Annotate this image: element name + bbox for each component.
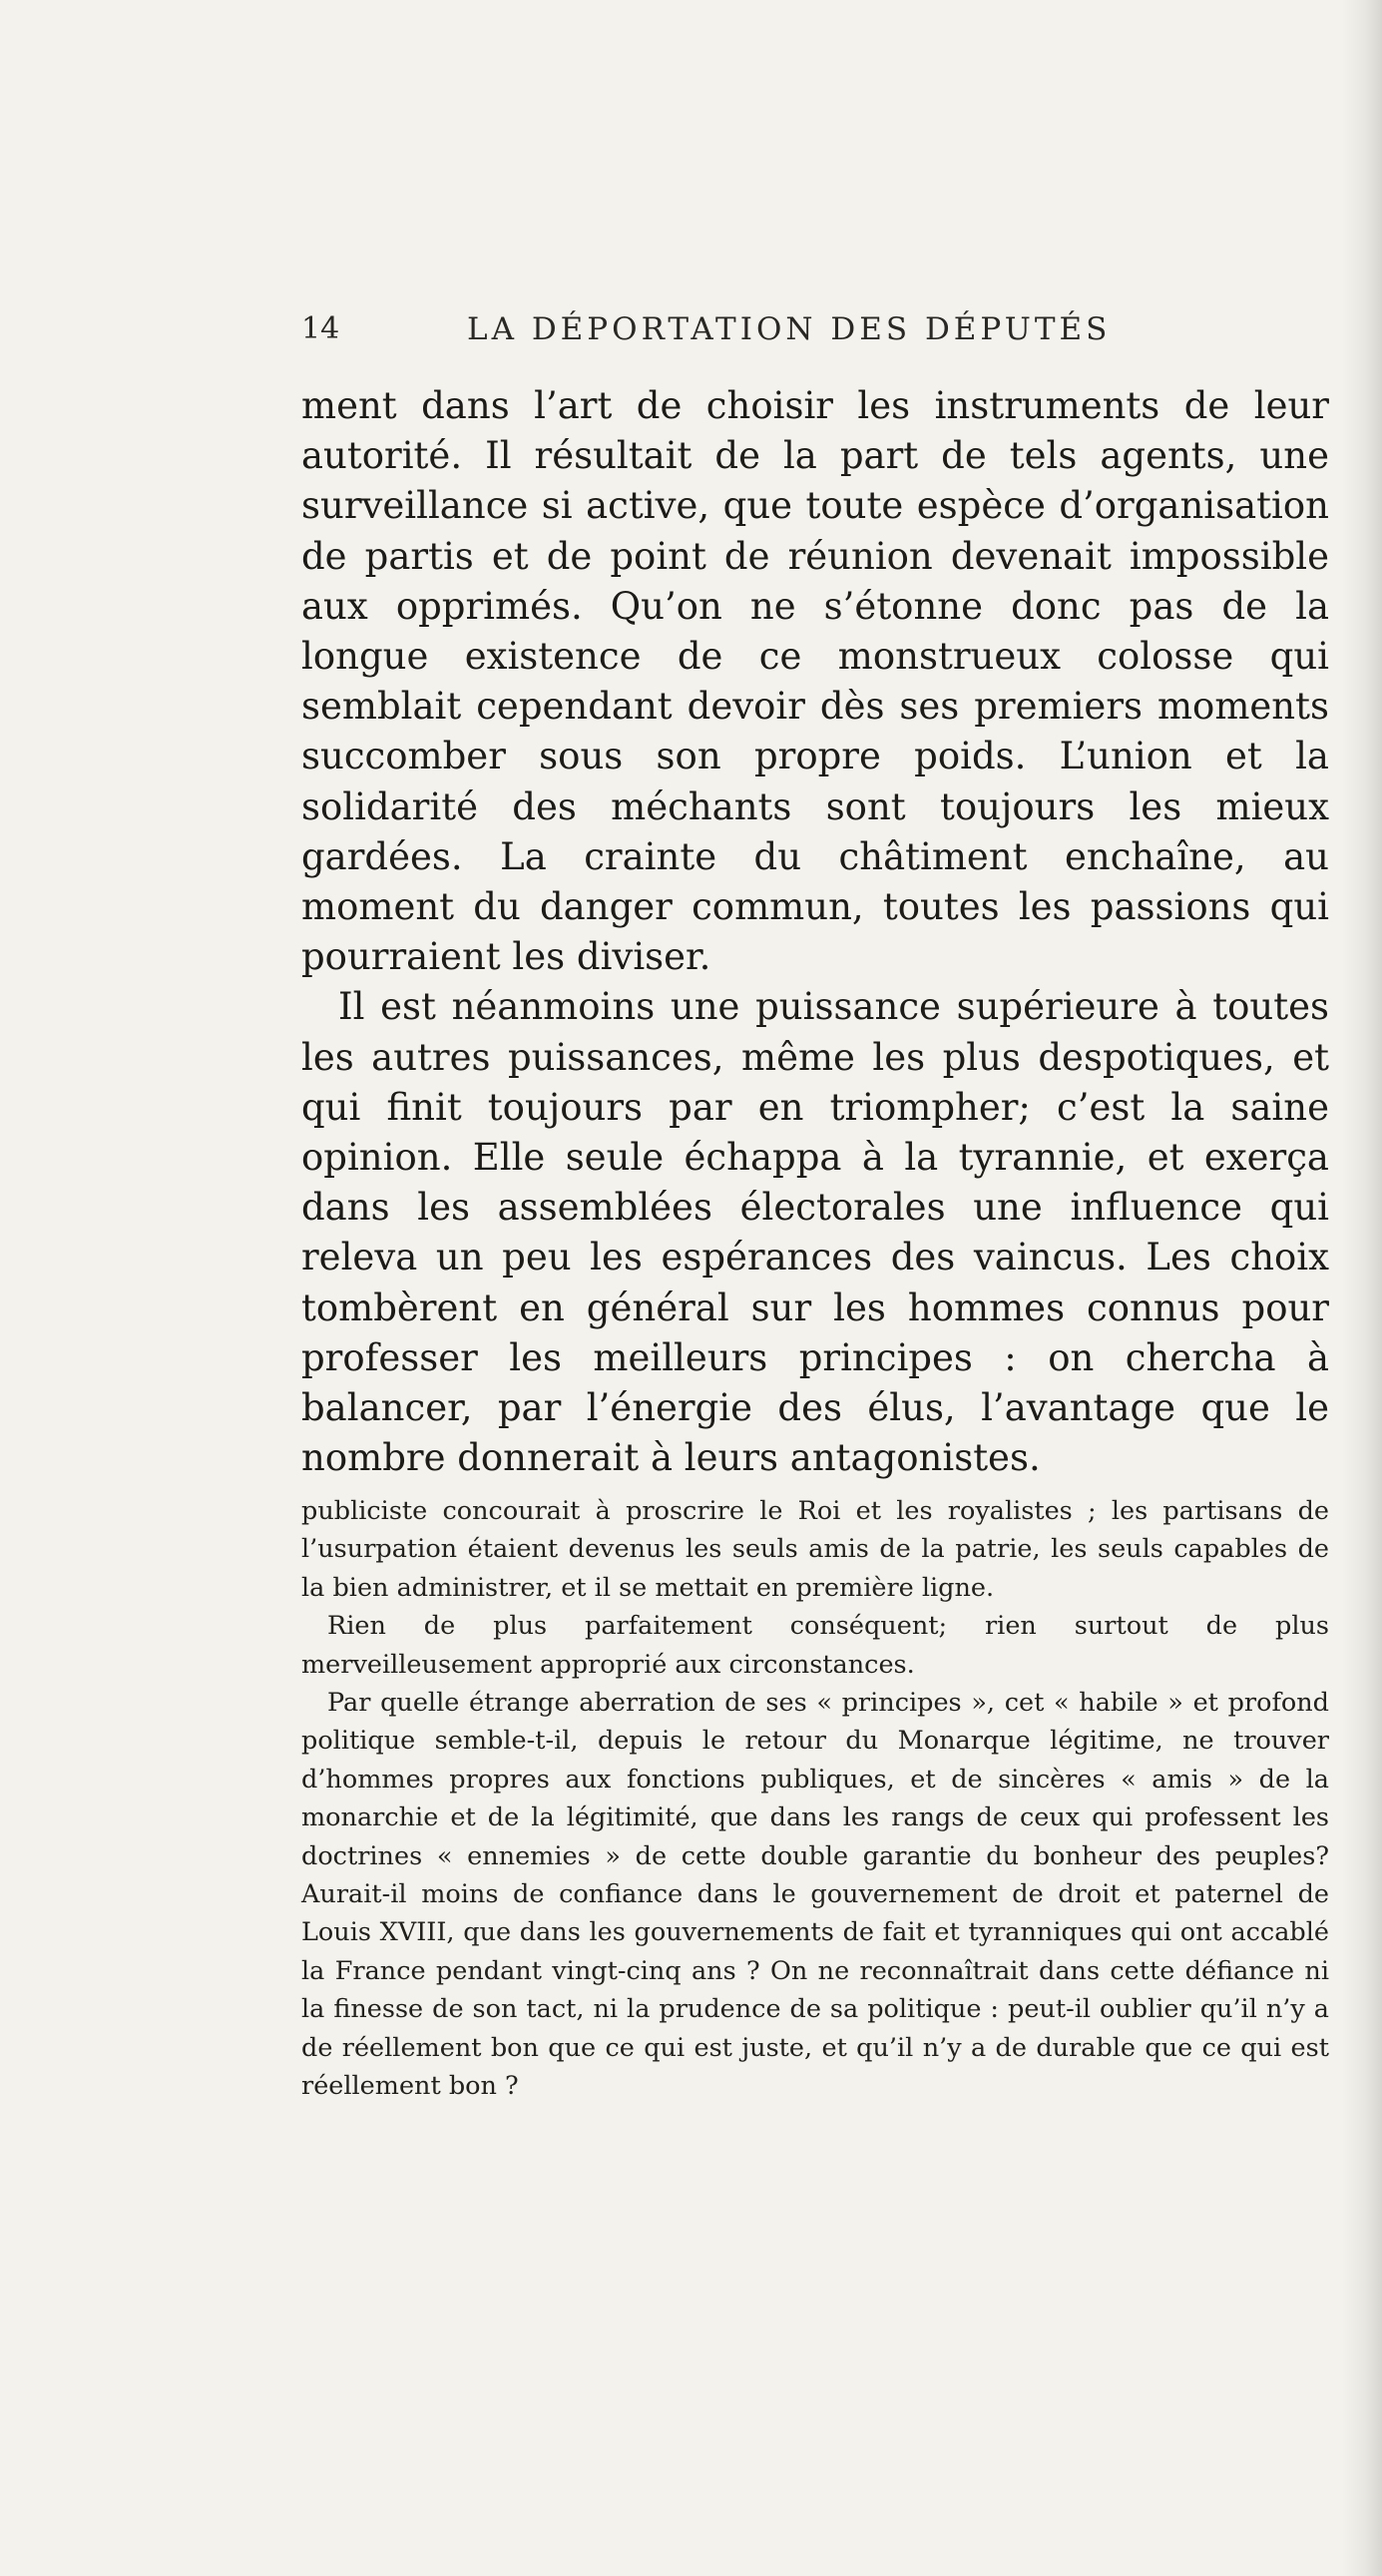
footnote-text bbox=[301, 1492, 1329, 2106]
footnote-paragraph-2: Rien de plus parfaitement conséquent; rien surtout de plus merveilleusement approprié aux circonstances. bbox=[301, 1611, 1329, 1680]
body-paragraph-2: Il est néanmoins une puissance supérieure à toutes les autres puissances, même les plus despotiques, et qui finit toujours par en triompher; c’est la saine opinion. Elle seule échappa à la tyrannie, et exerça dans les assemblées électorales une influence qui releva un peu les espérances des vaincus. Les choix tombèrent en général sur les hommes connus pour professer les meilleurs principes : on chercha à balancer, par l’énergie des élus, l’avantage que le nombre donnerait à leurs antagonistes. bbox=[301, 985, 1329, 1480]
footnote-paragraph-3: Par quelle étrange aberration de ses « principes », cet « habile » et profond politique semble-t-il, depuis le retour du Monarque légitime, ne trouver d’hommes propres aux fonctions publiques, et de sincères « amis » de la monarchie et de la légitimité, que dans les rangs de ceux qui professent les doctrines « ennemies » de cette double garantie du bonheur des peuples? Aurait-il moins de confiance dans le gouvernement de droit et paternel de Louis XVIII, que dans les gouvernements de fait et tyranniques qui ont accablé la France pendant vingt-cinq ans ? On ne reconnaîtrait dans cette défiance ni la finesse de son tact, ni la prudence de sa politique : peut-il oublier qu’il n’y a de réellement bon que ce qui est juste, et qu’il n’y a de durable que ce qui est réellement bon ? bbox=[301, 1688, 1329, 2102]
main-text bbox=[301, 381, 1329, 1483]
running-title: LA DÉPORTATION DES DÉPUTÉS bbox=[467, 311, 1112, 347]
running-head bbox=[301, 311, 1329, 361]
page-number: 14 bbox=[301, 311, 340, 346]
body-paragraph-1: ment dans l’art de choisir les instruments de leur autorité. Il résultait de la part de tels agents, une surveillance si active, que toute espèce d’organisation de partis et de point de réunion devenait impossible aux opprimés. Qu’on ne s’étonne donc pas de la longue existence de ce monstrueux colosse qui semblait cependant devoir dès ses premiers moments succomber sous son propre poids. L’union et la solidarité des méchants sont toujours les mieux gardées. La crainte du châtiment enchaîne, au moment du danger commun, toutes les passions qui pourraient les diviser. bbox=[301, 384, 1329, 979]
footnote-paragraph-1: publiciste concourait à proscrire le Roi et les royalistes ; les partisans de l’usurpation étaient devenus les seuls amis de la patrie, les seuls capables de la bien administrer, et il se mettait en première ligne. bbox=[301, 1496, 1329, 1603]
page-edge-shadow bbox=[1342, 0, 1382, 2576]
